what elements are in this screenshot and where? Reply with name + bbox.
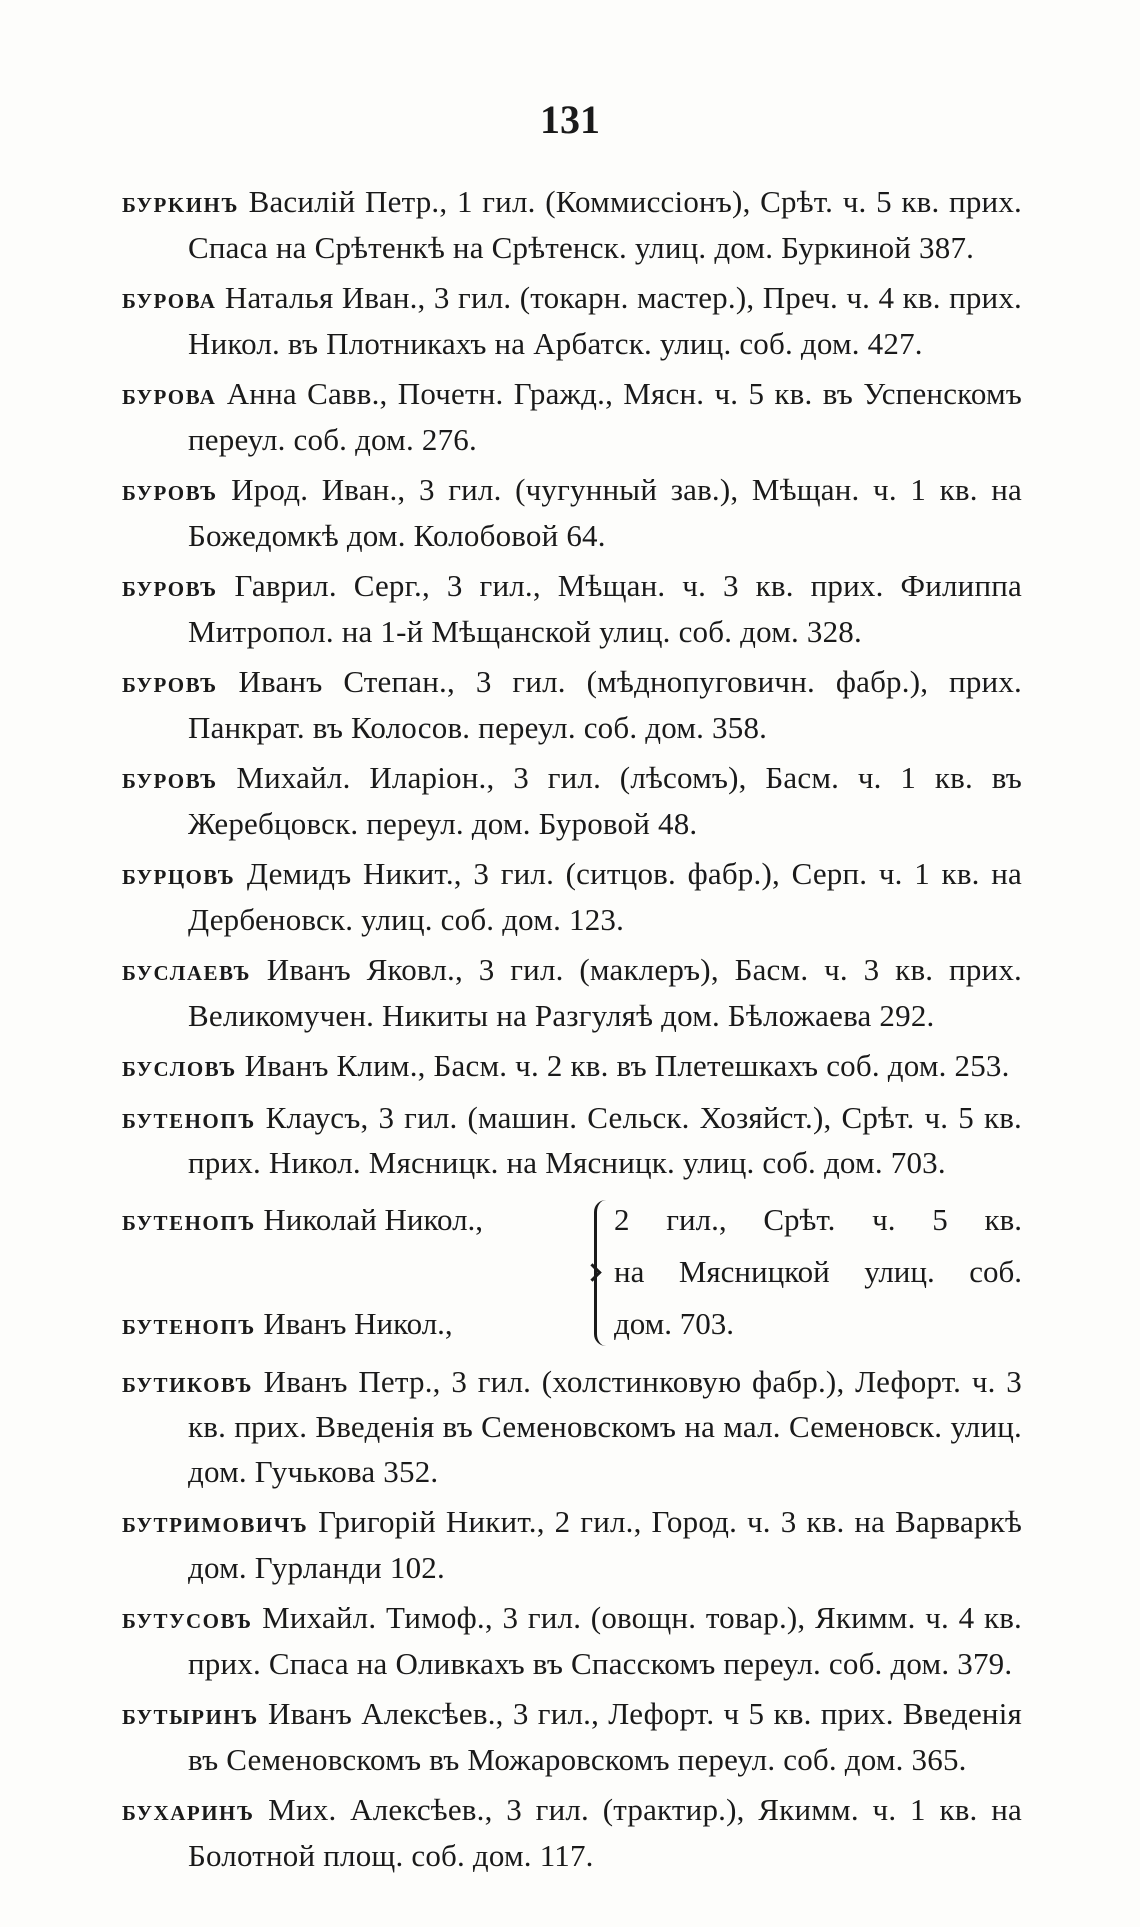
entry-text: Иванъ Алексѣев., 3 гил., Лефорт. ч 5 кв. прих. Введенія въ Семеновскомъ въ Можаровскомъ переул. соб. дом. 365. bbox=[188, 1696, 1022, 1777]
entry-text: Гаврил. Серг., 3 гил., Мѣщан. ч. 3 кв. прих. Филиппа Митропол. на 1-й Мѣщанской улиц. соб. дом. 328. bbox=[188, 568, 1022, 649]
entry-text: Наталья Иван., 3 гил. (токарн. мастер.), Преч. ч. 4 кв. прих. Никол. въ Плотникахъ на Арбатск. улиц. соб. дом. 427. bbox=[188, 280, 1022, 361]
entry-text: Михайл. Тимоф., 3 гил. (овощн. товар.), Якимм. ч. 4 кв. прих. Спаса на Оливкахъ въ Спасскомъ переул. соб. дом. 379. bbox=[188, 1600, 1022, 1681]
entry-surname: бурkинъ bbox=[122, 186, 239, 219]
entry-text: Василій Петр., 1 гил. (Коммиссіонъ), Срѣт. ч. 5 кв. прих. Спаса на Срѣтенкѣ на Срѣтенск. улиц. дом. Буркиной 387. bbox=[188, 184, 1022, 265]
entry-text: Клаусъ, 3 гил. (машин. Сельск. Хозяйст.), Срѣт. ч. 5 кв. прих. Никол. Мясницк. на Мясницк. улиц. соб. дом. 703. bbox=[188, 1099, 1022, 1180]
entry-surname: бурцовъ bbox=[122, 858, 236, 891]
directory-entry bbox=[122, 1096, 1022, 1186]
entry-text: Михайл. Иларіон., 3 гил. (лѣсомъ), Басм. ч. 1 кв. въ Жеребцовск. переул. дом. Буровой 48. bbox=[188, 760, 1022, 841]
directory-entry bbox=[122, 1044, 1022, 1090]
entry-surname: бутиковъ bbox=[122, 1365, 253, 1399]
entry-text: Иванъ Степан., 3 гил. (мѣднопуговичн. фабр.), прих. Панкрат. въ Колосов. переул. соб. дом. 358. bbox=[188, 664, 1022, 745]
entry-surname: бурова bbox=[122, 378, 217, 411]
entry-text: Николай Никол., bbox=[255, 1201, 484, 1237]
entry-text: Иванъ Клим., Басм. ч. 2 кв. въ Плетешкахъ соб. дом. 253. bbox=[236, 1048, 1010, 1083]
joint-entry-name-1 bbox=[122, 1198, 483, 1244]
entry-surname: бутусовъ bbox=[122, 1602, 253, 1635]
directory-entry bbox=[122, 1692, 1022, 1782]
entry-text: Иванъ Яковл., 3 гил. (маклеръ), Басм. ч. 3 кв. прих. Великомучен. Никиты на Разгуляѣ дом. Бѣложаева 292. bbox=[188, 952, 1022, 1033]
entry-surname: буслаевъ bbox=[122, 954, 251, 987]
entry-surname: буровъ bbox=[122, 666, 218, 699]
directory-entry bbox=[122, 852, 1022, 942]
entry-surname: бурова bbox=[122, 282, 217, 315]
directory-entry bbox=[122, 948, 1022, 1038]
directory-entry bbox=[122, 564, 1022, 654]
directory-entries bbox=[122, 180, 1022, 1884]
directory-entry bbox=[122, 756, 1022, 846]
entry-text: Демидъ Никит., 3 гил. (ситцов. фабр.), Серп. ч. 1 кв. на Дербеновск. улиц. соб. дом. 123. bbox=[188, 856, 1022, 937]
directory-entry bbox=[122, 372, 1022, 462]
entry-surname: буровъ bbox=[122, 762, 218, 795]
directory-entry bbox=[122, 468, 1022, 558]
page-number: 131 bbox=[540, 97, 600, 142]
directory-entry bbox=[122, 180, 1022, 270]
directory-entry bbox=[122, 1500, 1022, 1590]
entry-surname: бутыринъ bbox=[122, 1698, 259, 1731]
directory-entry bbox=[122, 660, 1022, 750]
directory-entry bbox=[122, 1596, 1022, 1686]
entry-surname: бухаринъ bbox=[122, 1794, 255, 1827]
entry-text: Анна Савв., Почетн. Гражд., Мясн. ч. 5 кв. въ Успенскомъ переул. соб. дом. 276. bbox=[188, 376, 1022, 457]
entry-text: Григорій Никит., 2 гил., Город. ч. 3 кв. на Варваркѣ дом. Гурланди 102. bbox=[188, 1504, 1022, 1585]
entry-text: Иванъ Никол., bbox=[255, 1305, 453, 1341]
entry-surname: буровъ bbox=[122, 570, 218, 603]
entry-surname: бутенопъ bbox=[122, 1101, 256, 1135]
joint-entry-name-2 bbox=[122, 1302, 453, 1348]
entry-surname: буровъ bbox=[122, 474, 218, 507]
entry-text: Иванъ Петр., 3 гил. (холстинковую фабр.), Лефорт. ч. 3 кв. прих. Введенія въ Семеновскомъ на мал. Семеновск. улиц. дом. Гучькова 352. bbox=[188, 1363, 1022, 1489]
joint-entry-line: дом. 703. bbox=[614, 1305, 735, 1341]
entry-surname: бутримовичъ bbox=[122, 1506, 309, 1539]
entry-surname: бутенопъ bbox=[122, 1307, 256, 1341]
curly-brace bbox=[594, 1200, 611, 1346]
entry-text: Ирод. Иван., 3 гил. (чугунный зав.), Мѣщан. ч. 1 кв. на Божедомкѣ дом. Колобовой 64. bbox=[188, 472, 1022, 553]
joint-entry bbox=[122, 1192, 1022, 1352]
joint-entry-line: 2 гил., Срѣт. ч. 5 кв. bbox=[614, 1201, 1022, 1237]
entry-text: Мих. Алексѣев., 3 гил. (трактир.), Якимм. ч. 1 кв. на Болотной площ. соб. дом. 117. bbox=[188, 1792, 1022, 1873]
joint-entry-line: на Мясницкой улиц. соб. bbox=[614, 1253, 1022, 1289]
directory-entry bbox=[122, 1360, 1022, 1495]
directory-entry bbox=[122, 276, 1022, 366]
entry-surname: бусловъ bbox=[122, 1050, 237, 1083]
directory-entry bbox=[122, 1788, 1022, 1878]
entry-surname: бутенопъ bbox=[122, 1203, 256, 1237]
